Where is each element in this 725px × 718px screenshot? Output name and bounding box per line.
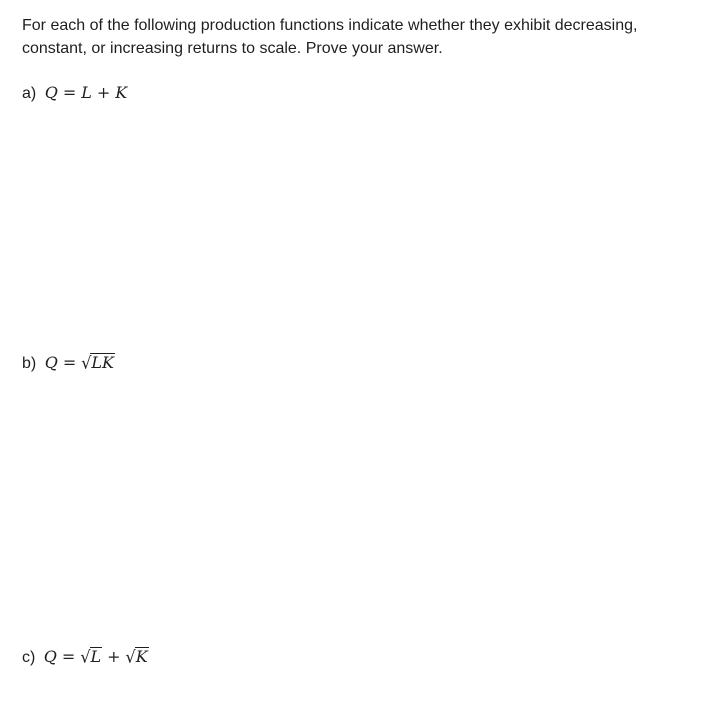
radical-sign: √ bbox=[81, 352, 92, 373]
radicand-k: K bbox=[135, 647, 148, 666]
equation-lhs: Q bbox=[44, 353, 58, 372]
question-b bbox=[22, 352, 115, 375]
square-root bbox=[81, 352, 115, 374]
question-c-label: c) bbox=[22, 649, 36, 666]
instructions-line-2: constant, or increasing returns to scale. Prove your answer. bbox=[22, 40, 443, 57]
instructions-text bbox=[22, 14, 702, 60]
question-c bbox=[22, 646, 149, 669]
radicand-lk: LK bbox=[91, 353, 114, 372]
plus-sign: + bbox=[107, 647, 121, 666]
question-a-label: a) bbox=[22, 85, 37, 102]
radical-sign: √ bbox=[80, 646, 91, 667]
square-root-k bbox=[126, 646, 149, 668]
radical-sign: √ bbox=[125, 646, 136, 667]
question-b-label: b) bbox=[22, 355, 37, 372]
equals-sign: = bbox=[61, 647, 76, 666]
equation-term-l: L bbox=[81, 83, 92, 102]
question-c-equation bbox=[44, 647, 149, 666]
equation-lhs: Q bbox=[44, 83, 58, 102]
instructions-line-1: For each of the following production functions indicate whether they exhibit decreasing, bbox=[22, 17, 638, 34]
square-root-l bbox=[80, 646, 102, 668]
equals-sign: = bbox=[62, 83, 77, 102]
plus-sign: + bbox=[96, 83, 111, 102]
equation-term-k: K bbox=[115, 83, 128, 102]
question-a bbox=[22, 82, 127, 105]
equals-sign: = bbox=[62, 353, 77, 372]
equation-lhs: Q bbox=[43, 647, 57, 666]
question-a-equation bbox=[45, 83, 128, 102]
question-b-equation bbox=[45, 353, 115, 372]
radicand-l: L bbox=[90, 647, 102, 666]
